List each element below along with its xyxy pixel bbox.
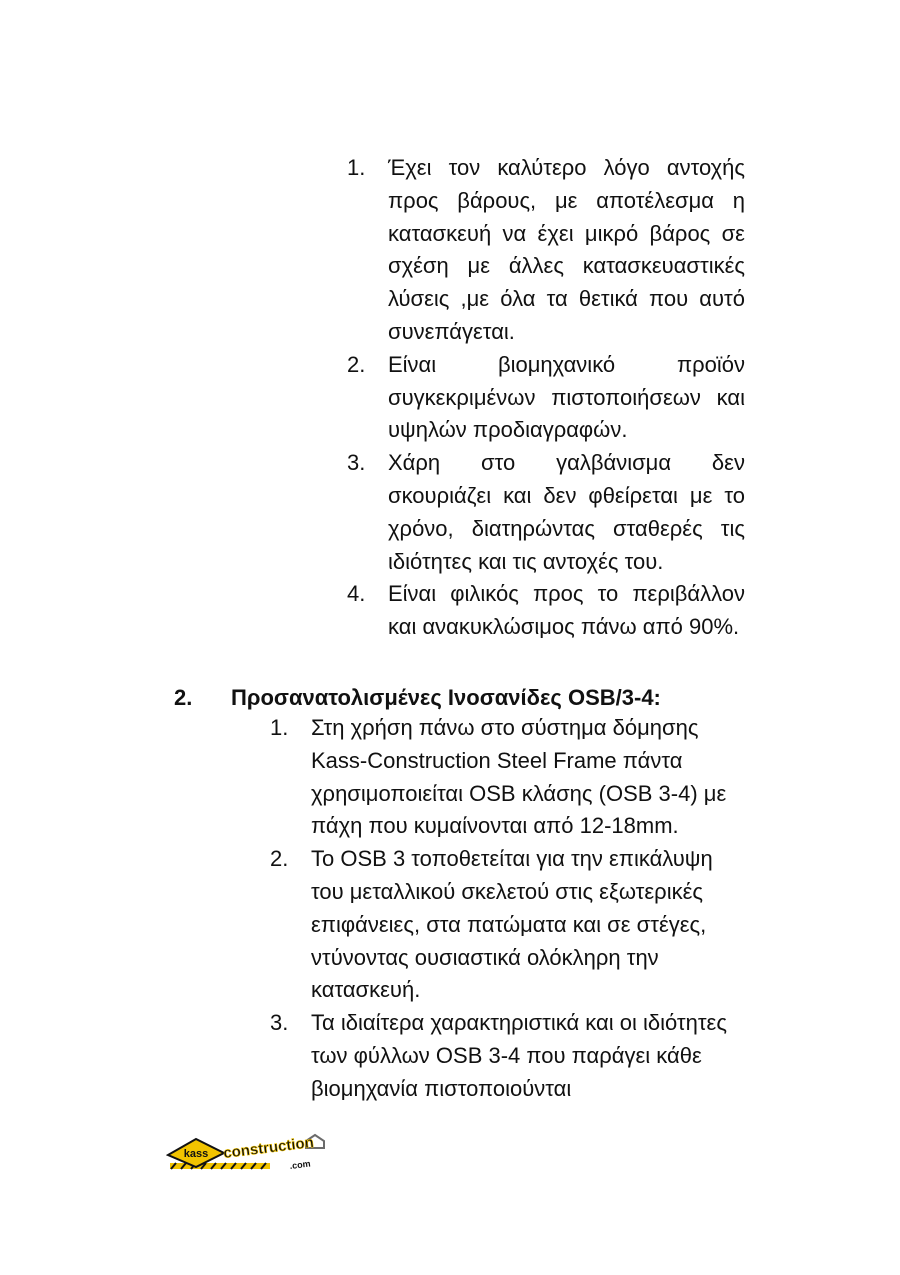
list-item-text: Είναι βιομηχανικό προϊόν συγκεκριμένων πιστοποιήσεων και υψηλών προδιαγραφών. [388,351,745,443]
section-number: 2. [174,685,193,710]
logo-word-kass: kass [183,1148,209,1160]
logo-word-com: .com [289,1158,312,1171]
list-item-number: 4. [347,581,366,607]
list-item-text: Είναι φιλικός προς το περιβάλλον και ανακυκλώσιμος πάνω από 90%. [388,581,745,640]
list-item-number: 1. [347,155,366,180]
logo-word-construction: construction [222,1134,315,1162]
list-item-text: Στη χρήση πάνω στο σύστημα δόμησης Kass-Construction Steel Frame πάντα χρησιμοποιείται OSB κλάσης (OSB 3-4) με πάχη που κυμαίνονται από 12-18mm. [311,715,727,839]
steel-advantages-list [347,152,745,644]
list-item-number: 3. [347,450,366,476]
list-item-number: 2. [270,846,289,872]
list-item [347,447,745,578]
list-item [270,712,750,843]
list-item [347,578,745,644]
list-item [270,1007,750,1105]
list-item-number: 2. [347,351,366,377]
osb-details-list [270,712,750,1106]
list-item [270,843,750,1007]
list-item [347,349,745,447]
list-item-text: Το OSB 3 τοποθετείται για την επικάλυψη του μεταλλικού σκελετού στις εξωτερικές επιφάνειες, στα πατώματα και σε στέγες, ντύνοντας ουσιαστικά ολόκληρη την κατασκευή. [311,846,713,1003]
kass-construction-logo [166,1133,334,1173]
list-item-text: Χάρη στο γαλβάνισμα δεν σκουριάζει και δεν φθείρεται με το χρόνο, διατηρώντας σταθερές τις ιδιότητες και τις αντοχές του. [388,450,745,574]
section-title: Προσανατολισμένες Ινοσανίδες OSB/3-4: [231,685,661,710]
list-item-number: 3. [270,1010,289,1036]
list-item-number: 1. [270,715,289,740]
list-item [347,152,745,349]
list-item-text: Έχει τον καλύτερο λόγο αντοχής προς βάρους, με αποτέλεσμα η κατασκευή να έχει μικρό βάρος σε σχέση με άλλες κατασκευαστικές λύσεις ,με όλα τα θετικά που αυτό συνεπάγεται. [388,155,745,344]
list-item-text: Τα ιδιαίτερα χαρακτηριστικά και οι ιδιότητες των φύλλων OSB 3-4 που παράγει κάθε βιομηχανία πιστοποιούνται [311,1010,727,1101]
